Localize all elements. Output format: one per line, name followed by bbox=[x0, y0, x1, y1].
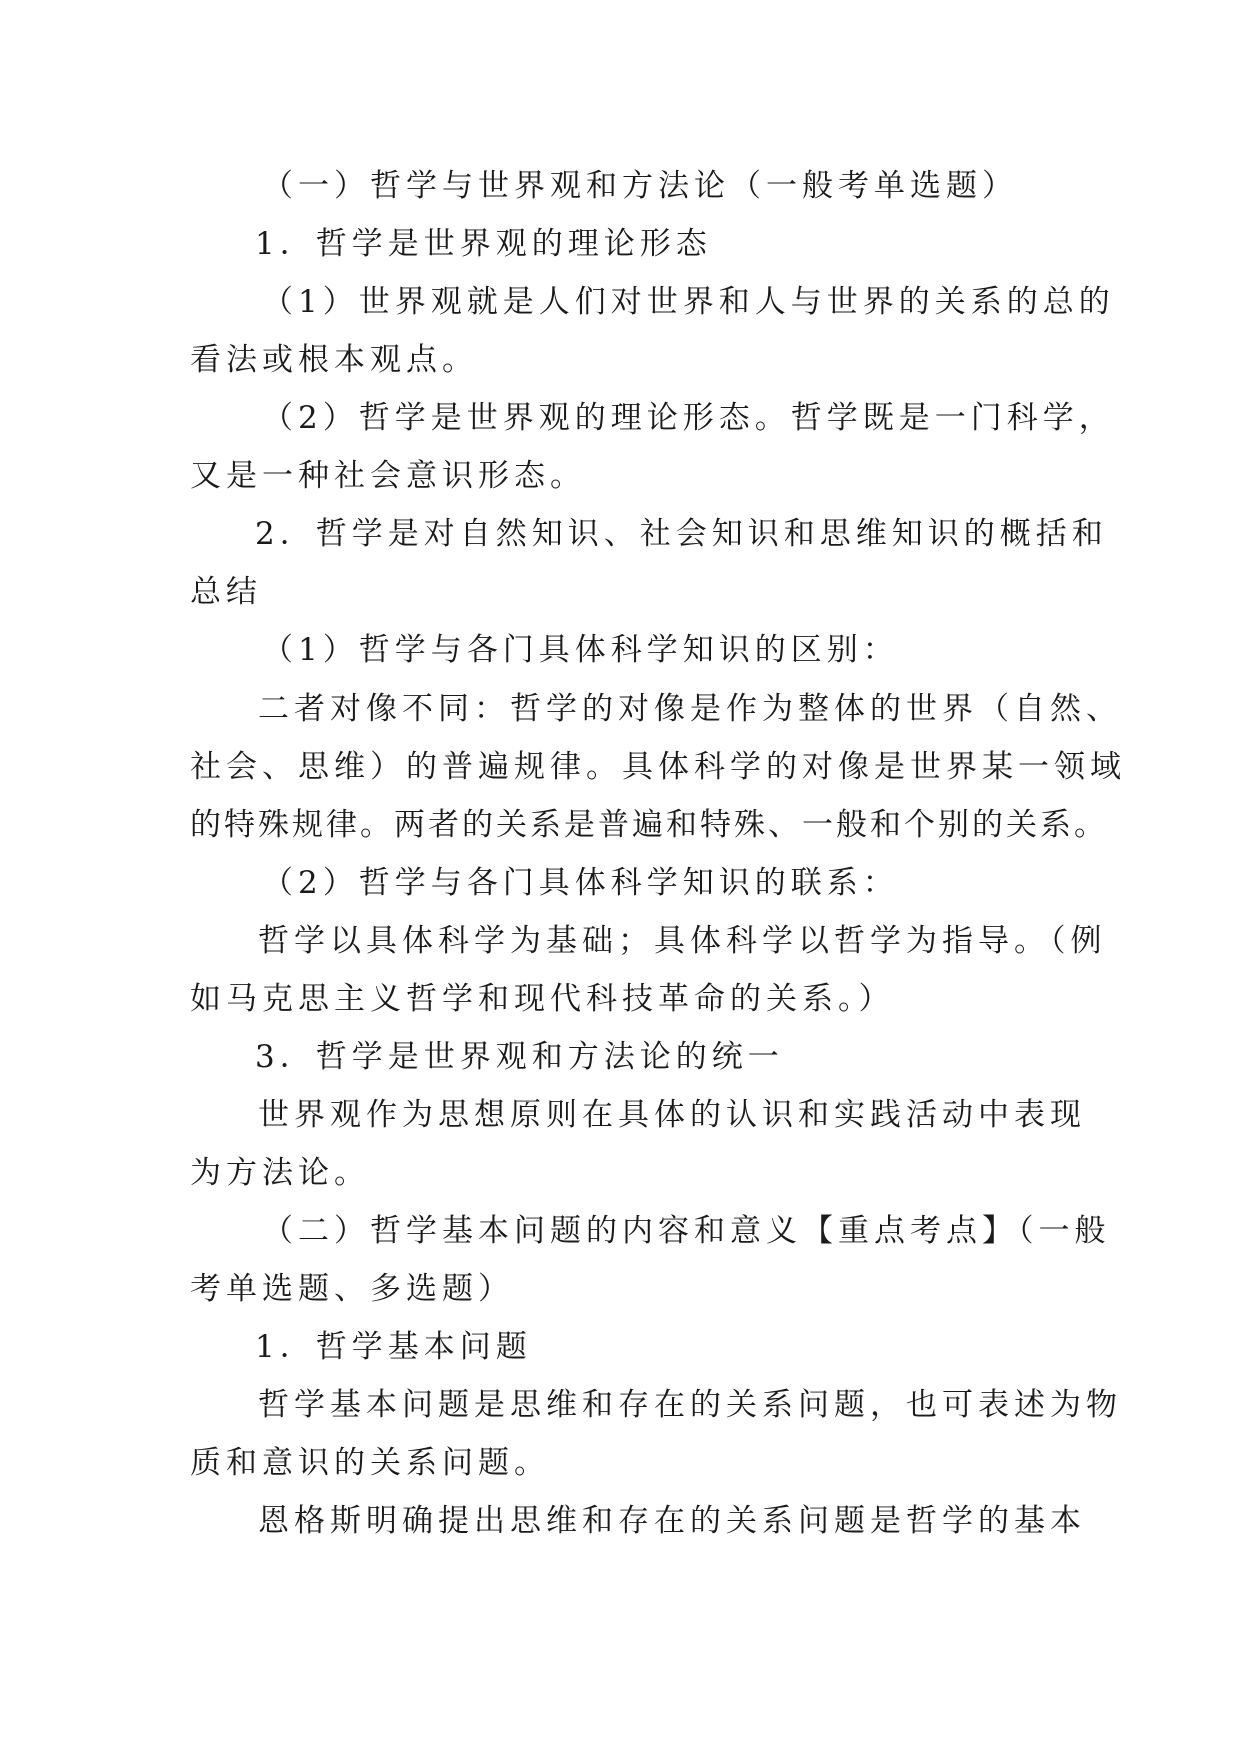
subheading-1-3: 3．哲学是世界观和方法论的统一 bbox=[255, 1039, 784, 1075]
paragraph-line: 总结 bbox=[190, 574, 262, 610]
paragraph-line: 如马克思主义哲学和现代科技革命的关系。） bbox=[190, 981, 895, 1017]
paragraph-line: （1）哲学与各门具体科学知识的区别： bbox=[262, 632, 899, 668]
paragraph-line: 又是一种社会意识形态。 bbox=[190, 458, 586, 494]
paragraph-line: 质和意识的关系问题。 bbox=[190, 1445, 550, 1481]
paragraph-line: 世界观作为思想原则在具体的认识和实践活动中表现 bbox=[258, 1097, 1086, 1133]
paragraph-line: 的特殊规律。两者的关系是普遍和特殊、一般和个别的关系。 bbox=[190, 807, 1108, 843]
subheading-1-2: 2．哲学是对自然知识、社会知识和思维知识的概括和 bbox=[255, 516, 1108, 552]
section-heading-1: （一）哲学与世界观和方法论（一般考单选题） bbox=[262, 168, 1018, 204]
subheading-2-1: 1．哲学基本问题 bbox=[255, 1329, 532, 1365]
section-heading-2-cont: 考单选题、多选题） bbox=[190, 1271, 514, 1307]
paragraph-line: 哲学以具体科学为基础；具体科学以哲学为指导。（例 bbox=[258, 923, 1107, 959]
paragraph-line: 哲学基本问题是思维和存在的关系问题，也可表述为物 bbox=[258, 1387, 1122, 1423]
paragraph-line: 恩格斯明确提出思维和存在的关系问题是哲学的基本 bbox=[258, 1503, 1086, 1539]
subheading-1-1: 1．哲学是世界观的理论形态 bbox=[255, 226, 712, 262]
paragraph-line: 社会、思维）的普遍规律。具体科学的对像是世界某一领域 bbox=[190, 749, 1126, 785]
paragraph-line: 二者对像不同：哲学的对像是作为整体的世界（自然、 bbox=[258, 691, 1122, 727]
paragraph-line: （2）哲学与各门具体科学知识的联系： bbox=[262, 865, 899, 901]
paragraph-line: 为方法论。 bbox=[190, 1155, 370, 1191]
paragraph-line: （2）哲学是世界观的理论形态。哲学既是一门科学， bbox=[262, 400, 1115, 436]
paragraph-line: （1）世界观就是人们对世界和人与世界的关系的总的 bbox=[262, 284, 1115, 320]
paragraph-line: 看法或根本观点。 bbox=[190, 342, 478, 378]
section-heading-2: （二）哲学基本问题的内容和意义【重点考点】（一般 bbox=[262, 1213, 1111, 1249]
